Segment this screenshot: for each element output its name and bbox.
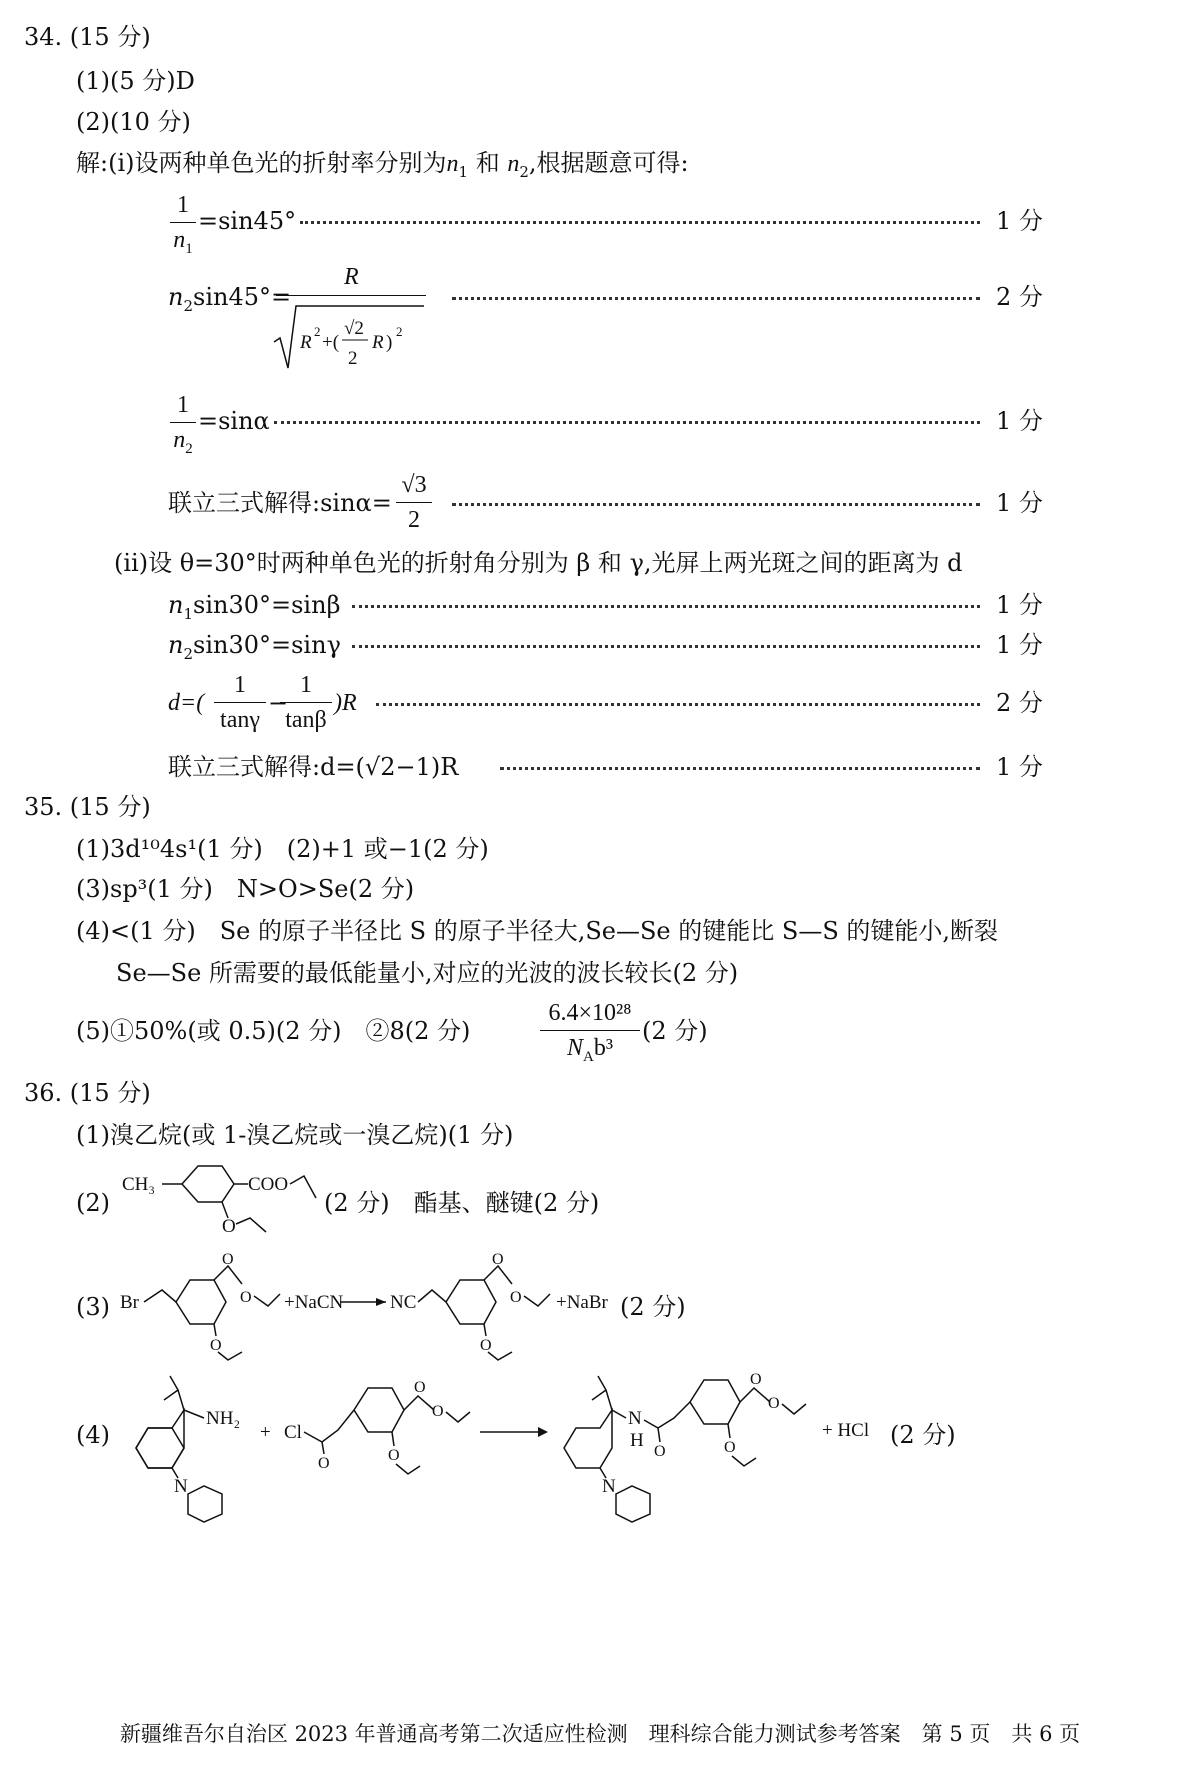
svg-text:2: 2 [348,348,358,369]
svg-text:O: O [510,1289,522,1306]
q35-line-5: (5)①50%(或 0.5)(2 分) ②8(2 分) [76,1017,471,1045]
q36-line-4-tail: (2 分) [890,1421,956,1449]
svg-text:Br: Br [120,1292,139,1313]
svg-text:R: R [372,332,384,353]
eq1-points: 1 分 [996,207,1043,235]
reaction-3 [118,1251,698,1370]
eq2-lhs: $n_2\sin 45^\circ=$ [168,283,292,315]
eq1-rhs: =sin45° [198,207,297,235]
svg-text:N: N [602,1476,616,1497]
q35-line-3: (4)<(1 分) Se 的原子半径比 S 的原子半径大,Se—Se 的键能比 S—S 的键能小,断裂 [76,917,999,945]
q35-line-4: Se—Se 所需要的最低能量小,对应的光波的波长较长(2 分) [116,959,739,987]
svg-text:O: O [240,1289,252,1306]
page-footer: 新疆维吾尔自治区 2023 年普通高考第二次适应性检测 理科综合能力测试参考答案 第 5 页 共 6 页 [119,1722,1081,1746]
leader-dots [274,421,980,424]
svg-text:O: O [750,1371,762,1388]
svg-text:Cl: Cl [284,1422,302,1443]
reaction-4 [118,1366,968,1530]
eq5-points: 1 分 [996,591,1043,619]
q34-part1: (1)(5 分)D [76,67,195,95]
svg-text:O: O [768,1395,780,1412]
q34-solution-intro: 解:(ⅰ)设两种单色光的折射率分别为$n_1$ 和 $n_2$,根据题意可得: [76,149,689,181]
svg-text:+ HCl: + HCl [822,1420,870,1441]
svg-text:2: 2 [314,324,321,339]
q34-heading: 34. (15 分) [24,23,151,51]
svg-text:O: O [210,1337,222,1354]
structure-ester-2 [118,1158,338,1252]
q34-part2: (2)(10 分) [76,108,191,136]
svg-text:O: O [388,1447,400,1464]
q36-line-4-label: (4) [76,1421,110,1449]
svg-text:CH₃: CH₃ [122,1174,156,1195]
eq7-points: 2 分 [996,689,1043,717]
leader-dots [452,297,980,300]
eq4-lhs: 联立三式解得:sinα= [168,489,392,517]
eq2-numerator: R [344,264,359,290]
eq6: $n_2\sin 30^\circ=\sin\gamma$ [168,631,341,663]
leader-dots [300,221,980,224]
eq7-tail: )R [334,690,357,716]
eq6-points: 1 分 [996,631,1043,659]
eq2-denominator [272,300,432,380]
svg-text:2: 2 [396,324,403,339]
svg-text:H: H [630,1430,644,1451]
eq7-lhs: d=( [168,690,205,716]
eq7-fraction-2: 1 tanβ [280,670,332,735]
svg-text:NC: NC [390,1292,417,1313]
leader-dots [352,645,980,648]
eq7-minus: − [268,689,289,717]
leader-dots [352,605,980,608]
q35-density-fraction: 6.4×10²⁸ $N_Ab^3$ [540,998,640,1072]
eq5: $n_1\sin 30^\circ=\sin\beta$ [168,591,341,623]
svg-text:R: R [300,332,312,353]
q36-line-1: (1)溴乙烷(或 1-溴乙烷或一溴乙烷)(1 分) [76,1121,514,1149]
svg-text:COO: COO [248,1174,289,1195]
eq4-points: 1 分 [996,489,1043,517]
eq2-points: 2 分 [996,283,1043,311]
svg-text:O: O [492,1251,504,1268]
leader-dots [376,703,980,706]
eq1-fraction: 1 $n_1$ [170,190,196,264]
q36-line-3-label: (3) [76,1293,110,1321]
svg-text:N: N [628,1408,642,1429]
svg-text:O: O [480,1337,492,1354]
eq3-points: 1 分 [996,407,1043,435]
leader-dots [452,503,980,506]
svg-text:O: O [432,1403,444,1420]
eq3-fraction: 1 $n_2$ [170,390,196,464]
svg-text:+NaBr: +NaBr [556,1292,608,1313]
svg-text:NH₂: NH₂ [206,1408,241,1429]
svg-text:N: N [174,1476,188,1497]
svg-text:+(: +( [322,332,340,353]
svg-text:O: O [318,1455,330,1472]
q36-heading: 36. (15 分) [24,1079,151,1107]
eq2-fraction-bar [276,295,426,296]
q34-part-ii: (ⅱ)设 θ=30°时两种单色光的折射角分别为 β 和 γ,光屏上两光斑之间的距离为 d [114,549,963,577]
svg-text:O: O [222,1251,234,1268]
leader-dots [500,767,980,770]
svg-text:+NaCN: +NaCN [284,1292,344,1313]
svg-text:O: O [654,1443,666,1460]
svg-text:O: O [222,1216,236,1237]
svg-text:√2: √2 [344,318,364,339]
svg-text:): ) [386,332,393,353]
q35-heading: 35. (15 分) [24,793,151,821]
svg-text:O: O [724,1439,736,1456]
eq8-points: 1 分 [996,753,1043,781]
eq7-fraction-1: 1 tanγ [214,670,266,735]
q36-line-2-tail: (2 分) 酯基、醚键(2 分) [324,1189,600,1217]
q35-line-2: (3)sp³(1 分) N>O>Se(2 分) [76,875,415,903]
eq3-rhs: =sinα [198,407,270,435]
svg-text:+: + [260,1422,271,1443]
q35-line-1: (1)3d¹⁰4s¹(1 分) (2)+1 或−1(2 分) [76,835,489,863]
eq8: 联立三式解得:d=(√2−1)R [168,753,459,781]
eq4-fraction: √3 2 [396,470,432,535]
q36-line-2-label: (2) [76,1189,110,1217]
svg-text:O: O [414,1379,426,1396]
q36-line-3-tail: (2 分) [620,1293,686,1321]
q35-line-5-points: (2 分) [642,1017,708,1045]
